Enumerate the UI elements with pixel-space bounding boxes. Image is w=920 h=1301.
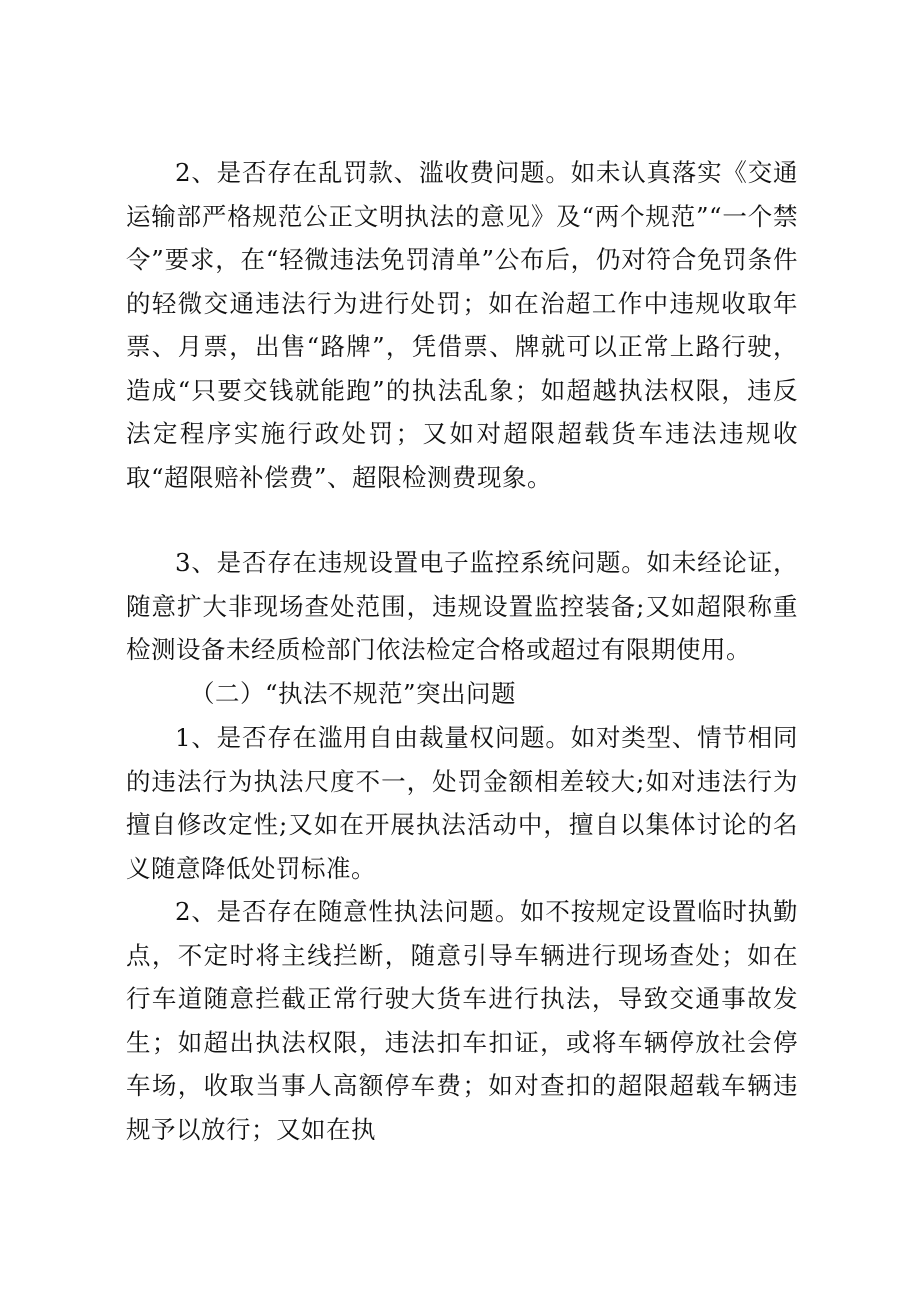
paragraph-item-2-fines: 2、是否存在乱罚款、滥收费问题。如未认真落实《交通运输部严格规范公正文明执法的意见》及“两个规范”“一个禁令”要求，在“轻微违法免罚清单”公布后，仍对符合免罚条件的轻微交通违法行为进行处罚；如在治超工作中违规收取年票、月票，出售“路牌”，凭借票、牌就可以正常上路行驶，造成“只要交钱就能跑”的执法乱象；如超越执法权限，违反法定程序实施行政处罚；又如对超限超载货车违法违规收取“超限赔补偿费”、超限检测费现象。 bbox=[126, 158, 798, 492]
paragraph-item-1-discretion: 1、是否存在滥用自由裁量权问题。如对类型、情节相同的违法行为执法尺度不一，处罚金额相差较大;如对违法行为擅自修改定性;又如在开展执法活动中，擅自以集体讨论的名义随意降低处罚标准。 bbox=[126, 723, 798, 883]
section-heading-2: （二）“执法不规范”突出问题 bbox=[190, 679, 517, 708]
paragraph-item-2-arbitrary: 2、是否存在随意性执法问题。如不按规定设置临时执勤点，不定时将主线拦断，随意引导车辆进行现场查处；如在行车道随意拦截正常行驶大货车进行执法，导致交通事故发生；如超出执法权限，违法扣车扣证，或将车辆停放社会停车场，收取当事人高额停车费；如对查扣的超限超载车辆违规予以放行；又如在执 bbox=[126, 897, 798, 1144]
paragraph-item-3-monitoring: 3、是否存在违规设置电子监控系统问题。如未经论证，随意扩大非现场查处范围，违规设置监控装备;又如超限称重检测设备未经质检部门依法检定合格或超过有限期使用。 bbox=[126, 548, 798, 664]
